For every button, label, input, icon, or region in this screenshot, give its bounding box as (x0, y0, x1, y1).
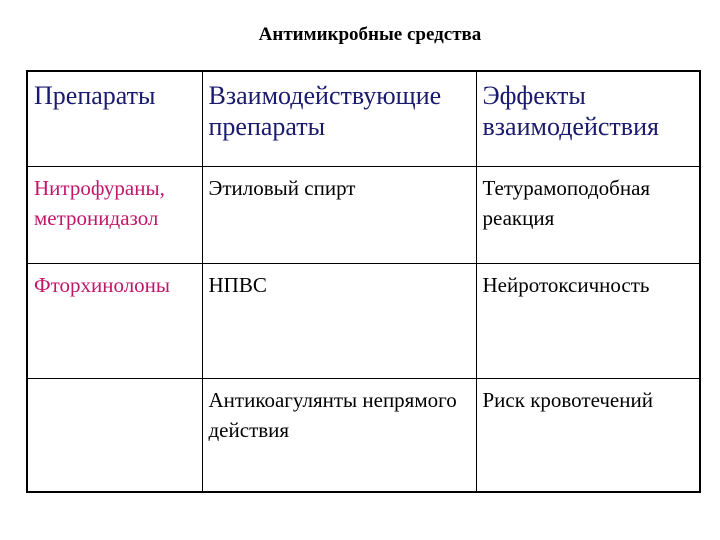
header-drugs: Препараты (27, 71, 202, 167)
effect-cell: Риск кровотечений (476, 379, 700, 493)
table-row (27, 264, 700, 379)
interacting-drug-cell: Этиловый спирт (202, 167, 476, 264)
header-effects: Эффекты взаимодействия (476, 71, 700, 167)
interactions-table (26, 70, 701, 493)
header-interacting-drugs: Взаимодействующие препараты (202, 71, 476, 167)
drug-cell (27, 379, 202, 493)
page-title: Антимикробные средства (258, 24, 482, 45)
interacting-drug-cell: Антикоагулянты непрямого действия (202, 379, 476, 493)
table-row (27, 379, 700, 493)
effect-cell: Тетурамоподобная реакция (476, 167, 700, 264)
table-header-row (27, 71, 700, 167)
drug-cell: Фторхинолоны (27, 264, 202, 379)
interacting-drug-cell: НПВС (202, 264, 476, 379)
drug-cell: Нитрофураны, метронидазол (27, 167, 202, 264)
effect-cell: Нейротоксичность (476, 264, 700, 379)
table-row (27, 167, 700, 264)
